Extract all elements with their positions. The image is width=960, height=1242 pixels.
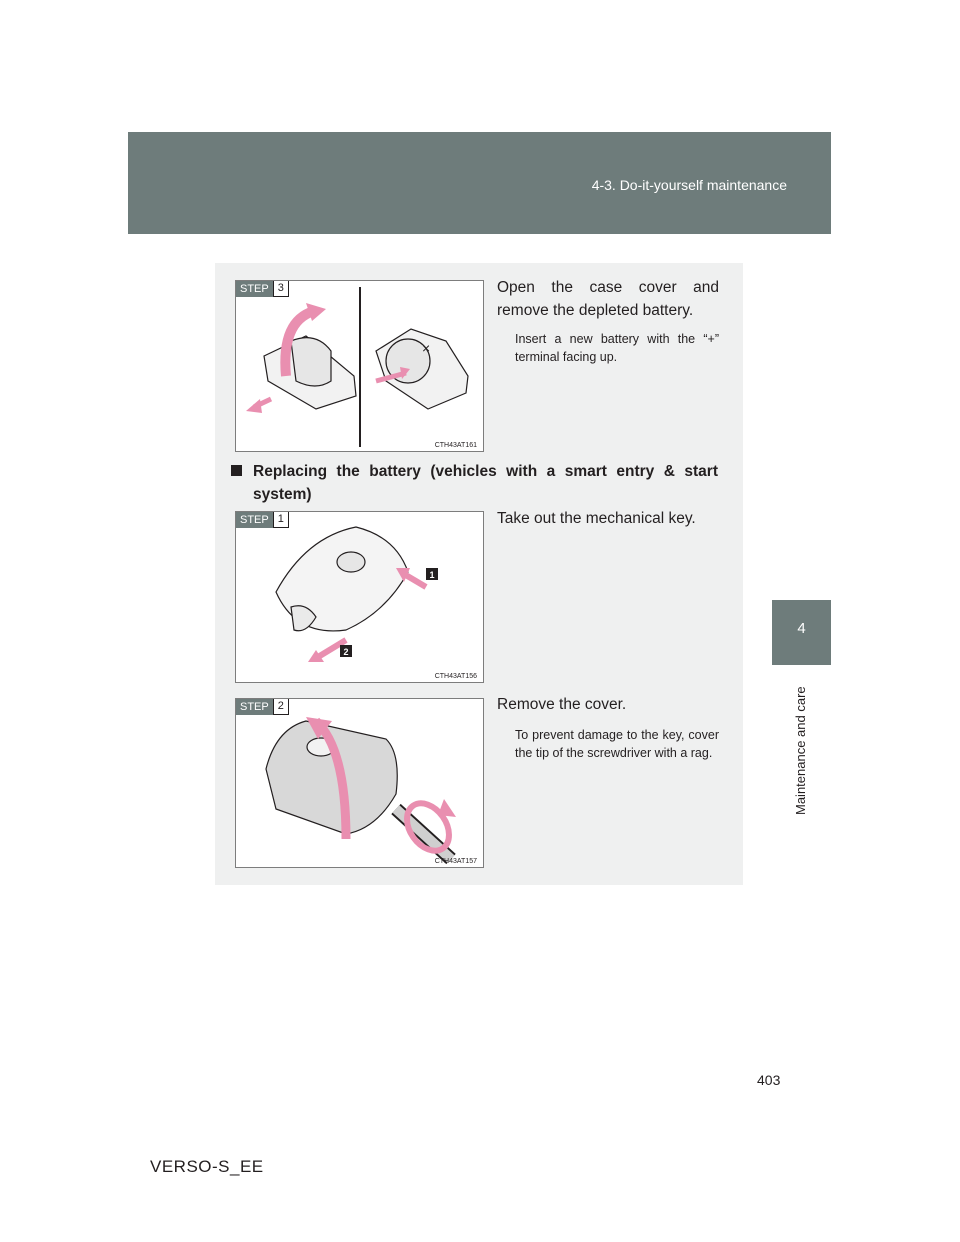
callout-1: 1 [429,570,435,580]
chapter-label-vertical [789,675,813,815]
plus-mark-symbol: × [422,340,431,356]
step-2-note: To prevent damage to the key, cover the tip of the screwdriver with a rag. [515,728,719,760]
figure-code: CTH43AT156 [434,673,477,680]
chapter-label: Maintenance and care [793,686,808,815]
figure-code: CTH43AT161 [434,442,477,449]
section-title: 4-3. Do-it-yourself maintenance [591,177,787,193]
push-arrow-icon [404,574,426,587]
chapter-tab [772,600,831,665]
step-badge-label: STEP [236,512,273,528]
figure-step-3 [235,280,484,452]
chapter-number: 4 [797,620,806,637]
figure-step-2 [235,698,484,868]
step-1-instruction: Take out the mechanical key. [497,510,696,527]
step-badge-label: STEP [236,281,273,297]
step-badge-number: 1 [273,512,289,528]
figure-code: CTH43AT157 [434,858,477,865]
step-2-instruction: Remove the cover. [497,696,627,713]
section-header-bar [128,132,831,234]
bullet-heading [235,460,718,506]
step-3-note: Insert a new battery with the “+” terminal facing up. [515,332,719,364]
step-badge-number: 2 [273,699,289,715]
page-number: 403 [757,1072,781,1088]
step-badge-number: 3 [273,281,289,297]
bullet-square-icon [231,465,242,476]
footer-document-code: VERSO-S_EE [150,1157,264,1176]
smart-key-illustration [236,512,483,682]
step-badge-label: STEP [236,699,273,715]
bullet-heading-text: Replacing the battery (vehicles with a smart entry & start system) [253,463,718,503]
callout-2: 2 [343,647,349,657]
step-3-instruction: Open the case cover and remove the depleted battery. [497,279,719,319]
remove-cover-illustration [236,699,483,867]
key-open-case-illustration [236,281,483,451]
figure-step-1 [235,511,484,683]
